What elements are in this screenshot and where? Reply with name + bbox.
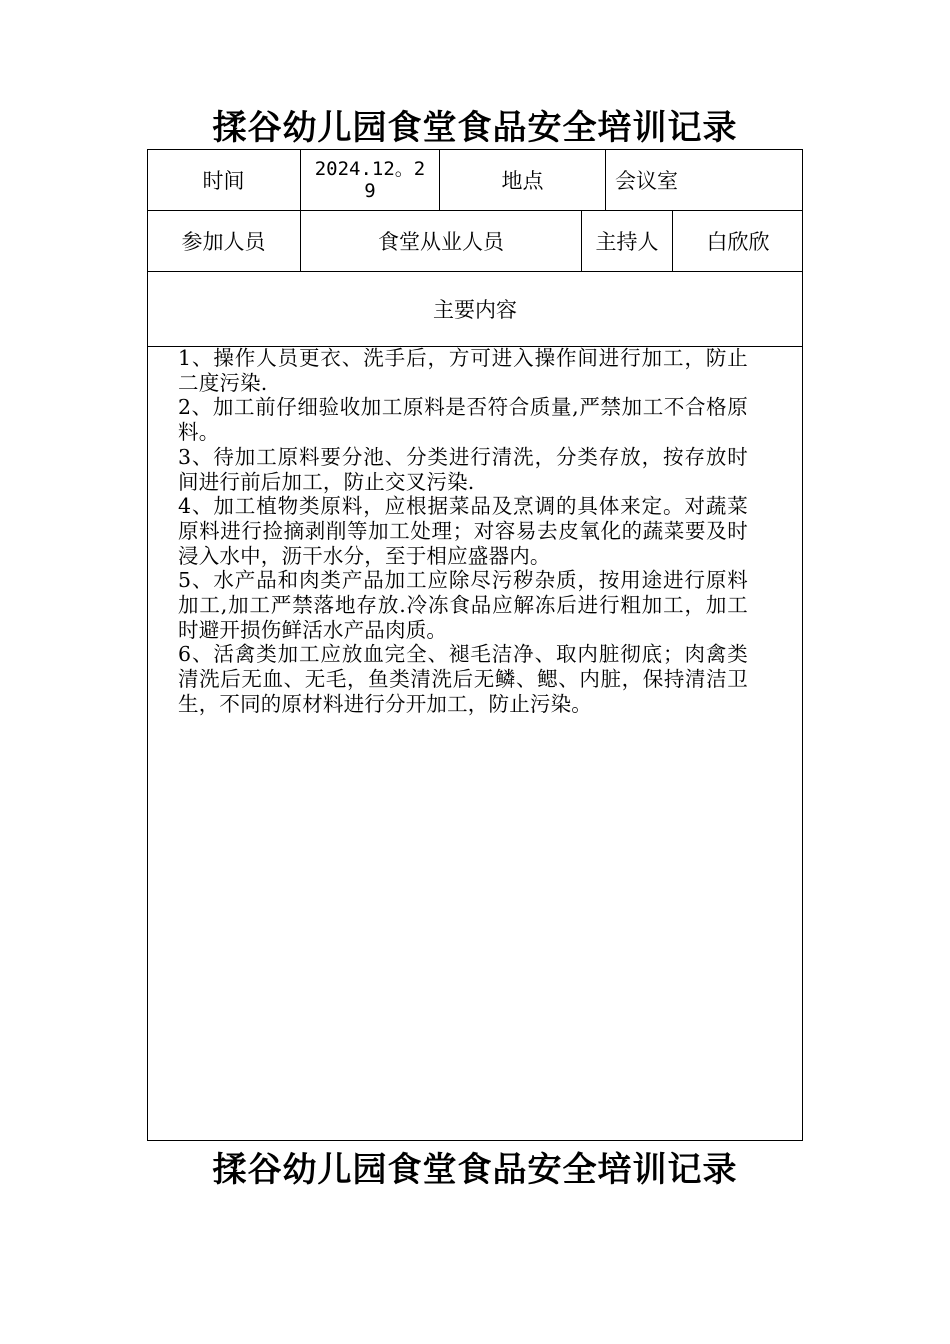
content-item-5: 5、水产品和肉类产品加工应除尽污秽杂质，按用途进行原料加工,加工严禁落地存放.冷冻食品应解冻后进行粗加工，加工时避开损伤鲜活水产品肉质。	[178, 568, 748, 642]
content-item-2: 2、加工前仔细验收加工原料是否符合质量,严禁加工不合格原料。	[178, 395, 748, 445]
time-value	[301, 149, 439, 211]
time-value-line2: 9	[364, 180, 376, 202]
content-body	[178, 346, 748, 717]
row-participants-host	[147, 211, 803, 271]
time-value-line1: 2024.12。2	[314, 158, 426, 180]
time-label: 时间	[202, 169, 245, 193]
place-label: 地点	[501, 169, 544, 193]
row-section-heading	[147, 272, 803, 346]
content-item-3: 3、待加工原料要分池、分类进行清洗，分类存放，按存放时间进行前后加工，防止交叉污染.	[178, 444, 748, 494]
row-time-place	[147, 149, 803, 211]
page-title: 揉谷幼儿园食堂食品安全培训记录	[212, 108, 738, 148]
repeat-page-title: 揉谷幼儿园食堂食品安全培训记录	[212, 1150, 738, 1190]
section-heading: 主要内容	[433, 298, 517, 322]
host-label: 主持人	[595, 230, 659, 254]
host-value: 白欣欣	[706, 230, 770, 254]
participants-label: 参加人员	[181, 230, 266, 254]
place-value: 会议室	[615, 169, 678, 193]
participants-value: 食堂从业人员	[378, 230, 504, 254]
content-item-1: 1、操作人员更衣、洗手后，方可进入操作间进行加工，防止二度污染.	[178, 346, 748, 395]
content-item-6: 6、活禽类加工应放血完全、褪毛洁净、取内脏彻底；肉禽类清洗后无血、无毛，鱼类清洗后无鳞、鳃、内脏，保持清洁卫生，不同的原材料进行分开加工，防止污染。	[178, 642, 748, 716]
content-item-4: 4、加工植物类原料，应根据菜品及烹调的具体来定。对蔬菜原料进行捡摘剥削等加工处理；对容易去皮氧化的蔬菜要及时浸入水中，沥干水分，至于相应盛器内。	[178, 494, 748, 568]
